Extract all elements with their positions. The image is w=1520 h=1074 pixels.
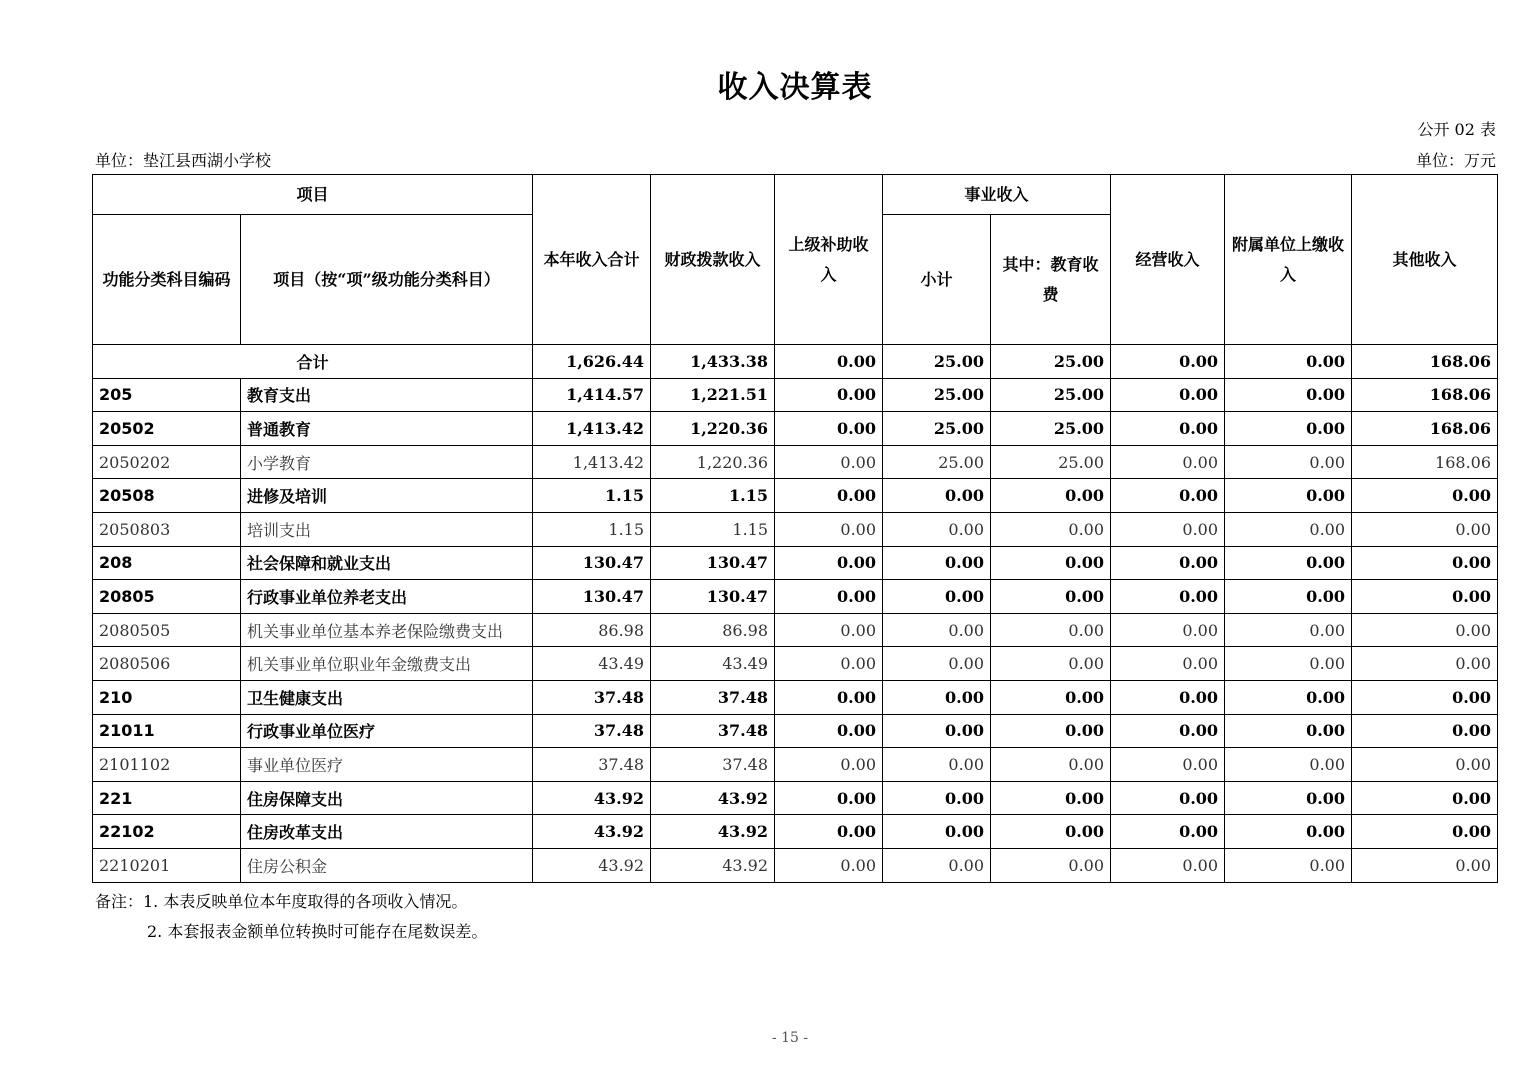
row-value: 0.00 [883, 580, 991, 614]
page-title: 收入决算表 [717, 70, 873, 105]
reporting-unit: 单位：垫江县西湖小学校 [95, 151, 272, 170]
row-value: 0.00 [1352, 848, 1498, 882]
row-name: 住房保障支出 [241, 781, 533, 815]
row-value: 0.00 [775, 714, 883, 748]
row-name: 普通教育 [241, 412, 533, 446]
notes [95, 887, 487, 947]
row-value: 86.98 [651, 613, 775, 647]
row-code: 22102 [93, 815, 241, 849]
row-value: 0.00 [991, 647, 1111, 681]
total-cell: 25.00 [991, 345, 1111, 379]
currency-unit: 单位：万元 [1415, 151, 1496, 170]
row-value: 0.00 [883, 479, 991, 513]
table-row [93, 781, 1498, 815]
header-operating: 经营收入 [1111, 175, 1225, 345]
total-cell: 25.00 [883, 345, 991, 379]
row-value: 1.15 [651, 479, 775, 513]
table-number: 公开 02 表 [1417, 120, 1496, 139]
row-value: 25.00 [883, 445, 991, 479]
row-value: 43.92 [651, 848, 775, 882]
row-value: 1,220.36 [651, 445, 775, 479]
row-code: 208 [93, 546, 241, 580]
total-label: 合计 [93, 345, 533, 379]
row-name: 住房公积金 [241, 848, 533, 882]
row-value: 0.00 [775, 748, 883, 782]
row-value: 0.00 [883, 680, 991, 714]
row-value: 0.00 [883, 613, 991, 647]
row-value: 0.00 [1111, 848, 1225, 882]
note-1: 备注：1. 本表反映单位本年度取得的各项收入情况。 [95, 892, 468, 911]
row-code: 2050202 [93, 445, 241, 479]
row-code: 205 [93, 378, 241, 412]
row-value: 0.00 [1352, 546, 1498, 580]
note-2: 2. 本套报表金额单位转换时可能存在尾数误差。 [147, 922, 488, 941]
row-value: 168.06 [1352, 412, 1498, 446]
row-value: 0.00 [775, 412, 883, 446]
row-value: 43.92 [533, 815, 651, 849]
header-superior: 上级补助收入 [775, 175, 883, 345]
row-code: 21011 [93, 714, 241, 748]
row-value: 0.00 [1225, 613, 1352, 647]
row-value: 43.49 [651, 647, 775, 681]
total-cell: 0.00 [775, 345, 883, 379]
row-value: 0.00 [883, 848, 991, 882]
row-value: 0.00 [775, 848, 883, 882]
row-value: 43.92 [533, 848, 651, 882]
row-value: 0.00 [991, 815, 1111, 849]
row-value: 168.06 [1352, 445, 1498, 479]
row-value: 168.06 [1352, 378, 1498, 412]
table-row [93, 613, 1498, 647]
row-value: 0.00 [1225, 714, 1352, 748]
row-value: 0.00 [1111, 647, 1225, 681]
row-value: 1,413.42 [533, 412, 651, 446]
row-value: 37.48 [651, 680, 775, 714]
row-value: 43.49 [533, 647, 651, 681]
header-other: 其他收入 [1352, 175, 1498, 345]
row-value: 43.92 [651, 781, 775, 815]
table-row [93, 680, 1498, 714]
income-table [92, 174, 1498, 883]
row-value: 0.00 [991, 613, 1111, 647]
row-code: 2080505 [93, 613, 241, 647]
row-value: 0.00 [1352, 580, 1498, 614]
row-value: 0.00 [1225, 445, 1352, 479]
page-number: - 15 - [771, 1030, 809, 1046]
header-affiliated: 附属单位上缴收入 [1225, 175, 1352, 345]
header-subtotal: 小计 [883, 215, 991, 345]
row-value: 0.00 [1111, 546, 1225, 580]
row-name: 住房改革支出 [241, 815, 533, 849]
row-code: 2050803 [93, 512, 241, 546]
row-value: 0.00 [991, 781, 1111, 815]
row-value: 37.48 [533, 714, 651, 748]
header-code: 功能分类科目编码 [93, 215, 241, 345]
row-value: 0.00 [883, 748, 991, 782]
row-value: 0.00 [1111, 412, 1225, 446]
row-value: 0.00 [883, 781, 991, 815]
total-cell: 1,433.38 [651, 345, 775, 379]
row-value: 0.00 [1225, 848, 1352, 882]
row-value: 37.48 [651, 748, 775, 782]
row-value: 0.00 [1111, 613, 1225, 647]
row-value: 0.00 [1225, 815, 1352, 849]
row-value: 0.00 [1111, 512, 1225, 546]
row-value: 0.00 [1352, 714, 1498, 748]
row-value: 0.00 [1225, 412, 1352, 446]
row-value: 0.00 [775, 378, 883, 412]
table-row [93, 714, 1498, 748]
row-value: 1.15 [533, 479, 651, 513]
header-fiscal: 财政拨款收入 [651, 175, 775, 345]
row-value: 0.00 [1352, 781, 1498, 815]
row-code: 20805 [93, 580, 241, 614]
row-value: 0.00 [775, 546, 883, 580]
row-value: 130.47 [533, 580, 651, 614]
row-value: 0.00 [883, 512, 991, 546]
row-value: 0.00 [1111, 680, 1225, 714]
row-name: 行政事业单位医疗 [241, 714, 533, 748]
row-value: 0.00 [775, 613, 883, 647]
row-value: 0.00 [775, 479, 883, 513]
header-item-group: 项目 [93, 175, 533, 215]
row-name: 教育支出 [241, 378, 533, 412]
row-value: 43.92 [651, 815, 775, 849]
row-value: 0.00 [775, 815, 883, 849]
table-row [93, 647, 1498, 681]
row-value: 0.00 [1352, 680, 1498, 714]
total-cell: 0.00 [1111, 345, 1225, 379]
row-name: 社会保障和就业支出 [241, 546, 533, 580]
row-value: 25.00 [883, 378, 991, 412]
row-value: 0.00 [1111, 445, 1225, 479]
row-name: 机关事业单位职业年金缴费支出 [241, 647, 533, 681]
row-code: 2080506 [93, 647, 241, 681]
total-cell: 168.06 [1352, 345, 1498, 379]
row-name: 小学教育 [241, 445, 533, 479]
table-row [93, 412, 1498, 446]
row-value: 0.00 [991, 546, 1111, 580]
row-value: 0.00 [991, 714, 1111, 748]
row-value: 25.00 [991, 378, 1111, 412]
row-value: 0.00 [883, 714, 991, 748]
row-value: 43.92 [533, 781, 651, 815]
row-value: 0.00 [991, 848, 1111, 882]
row-value: 37.48 [651, 714, 775, 748]
header-total: 本年收入合计 [533, 175, 651, 345]
row-value: 1,414.57 [533, 378, 651, 412]
total-cell: 1,626.44 [533, 345, 651, 379]
row-name: 进修及培训 [241, 479, 533, 513]
row-code: 2101102 [93, 748, 241, 782]
row-value: 0.00 [1225, 378, 1352, 412]
row-value: 1,221.51 [651, 378, 775, 412]
total-cell: 0.00 [1225, 345, 1352, 379]
total-row [93, 345, 1498, 379]
row-value: 0.00 [775, 580, 883, 614]
row-value: 130.47 [651, 580, 775, 614]
row-value: 0.00 [1111, 781, 1225, 815]
header-business-group: 事业收入 [883, 175, 1111, 215]
row-value: 0.00 [1111, 714, 1225, 748]
row-code: 210 [93, 680, 241, 714]
row-value: 0.00 [1352, 512, 1498, 546]
table-row [93, 848, 1498, 882]
row-name: 行政事业单位养老支出 [241, 580, 533, 614]
table-row [93, 546, 1498, 580]
row-name: 事业单位医疗 [241, 748, 533, 782]
row-value: 0.00 [1225, 546, 1352, 580]
row-code: 2210201 [93, 848, 241, 882]
row-name: 机关事业单位基本养老保险缴费支出 [241, 613, 533, 647]
row-value: 86.98 [533, 613, 651, 647]
row-value: 0.00 [775, 445, 883, 479]
table-row [93, 512, 1498, 546]
row-value: 0.00 [991, 479, 1111, 513]
row-value: 37.48 [533, 680, 651, 714]
row-value: 130.47 [651, 546, 775, 580]
table-row [93, 378, 1498, 412]
row-value: 1,413.42 [533, 445, 651, 479]
row-code: 20508 [93, 479, 241, 513]
row-value: 0.00 [1111, 479, 1225, 513]
row-value: 0.00 [775, 512, 883, 546]
table-row [93, 445, 1498, 479]
row-value: 0.00 [1225, 680, 1352, 714]
row-value: 0.00 [991, 580, 1111, 614]
row-value: 0.00 [883, 647, 991, 681]
row-name: 卫生健康支出 [241, 680, 533, 714]
row-value: 0.00 [991, 748, 1111, 782]
row-code: 20502 [93, 412, 241, 446]
row-value: 1.15 [651, 512, 775, 546]
row-value: 0.00 [991, 680, 1111, 714]
table-row [93, 748, 1498, 782]
row-value: 0.00 [991, 512, 1111, 546]
row-value: 1.15 [533, 512, 651, 546]
row-value: 25.00 [991, 412, 1111, 446]
table-row [93, 580, 1498, 614]
row-value: 0.00 [1111, 748, 1225, 782]
row-value: 0.00 [1352, 647, 1498, 681]
row-value: 0.00 [1225, 647, 1352, 681]
row-value: 0.00 [1352, 748, 1498, 782]
row-value: 37.48 [533, 748, 651, 782]
row-value: 0.00 [1225, 580, 1352, 614]
row-value: 1,220.36 [651, 412, 775, 446]
row-value: 0.00 [1352, 815, 1498, 849]
row-value: 130.47 [533, 546, 651, 580]
header-edu-fee: 其中：教育收费 [991, 215, 1111, 345]
row-value: 25.00 [991, 445, 1111, 479]
row-value: 0.00 [1111, 815, 1225, 849]
row-value: 0.00 [1352, 479, 1498, 513]
row-value: 0.00 [1225, 512, 1352, 546]
row-value: 0.00 [775, 647, 883, 681]
header-name: 项目（按“项”级功能分类科目） [241, 215, 533, 345]
row-value: 0.00 [1225, 781, 1352, 815]
row-value: 0.00 [1111, 378, 1225, 412]
row-value: 0.00 [1225, 748, 1352, 782]
row-value: 0.00 [1225, 479, 1352, 513]
row-value: 0.00 [775, 680, 883, 714]
row-value: 0.00 [1352, 613, 1498, 647]
row-value: 0.00 [883, 546, 991, 580]
row-value: 25.00 [883, 412, 991, 446]
table-row [93, 815, 1498, 849]
row-value: 0.00 [883, 815, 991, 849]
table-row [93, 479, 1498, 513]
row-name: 培训支出 [241, 512, 533, 546]
row-value: 0.00 [1111, 580, 1225, 614]
row-code: 221 [93, 781, 241, 815]
row-value: 0.00 [775, 781, 883, 815]
